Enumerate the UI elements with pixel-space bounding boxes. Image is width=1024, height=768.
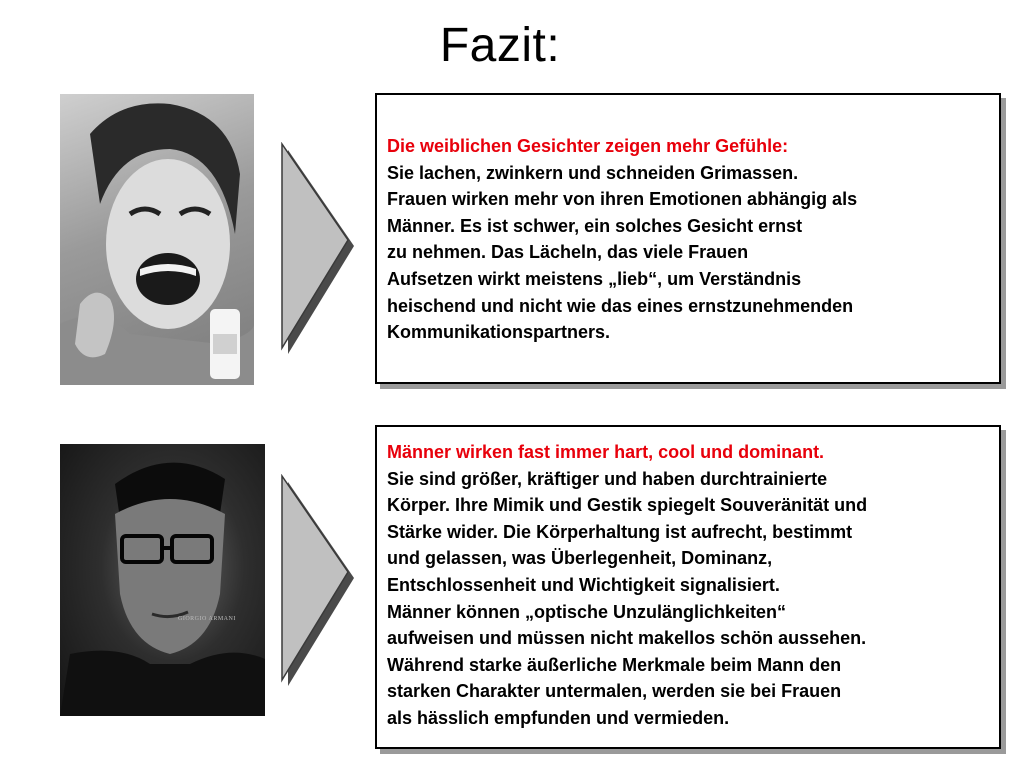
man-photo xyxy=(60,444,265,716)
men-text-line: als hässlich empfunden und vermieden. xyxy=(387,707,730,728)
women-text-line: Aufsetzen wirkt meistens „lieb“, um Verständnis xyxy=(387,268,802,289)
men-text-line: Stärke wider. Die Körperhaltung ist aufrecht, bestimmt xyxy=(387,521,853,542)
women-text-line: Frauen wirken mehr von ihren Emotionen abhängig als xyxy=(387,189,858,210)
women-text-line: zu nehmen. Das Lächeln, das viele Frauen xyxy=(387,242,749,263)
woman-photo-illustration xyxy=(60,94,254,385)
men-text-line: Männer können „optische Unzulänglichkeiten“ xyxy=(387,601,787,622)
women-text-line: Sie lachen, zwinkern und schneiden Grimassen. xyxy=(387,162,799,183)
women-text-line: Männer. Es ist schwer, ein solches Gesicht ernst xyxy=(387,215,803,236)
arrow-right-icon xyxy=(278,142,358,362)
men-text-line: Entschlossenheit und Wichtigkeit signalisiert. xyxy=(387,574,780,595)
arrow-right-icon xyxy=(278,474,358,694)
text-box-men xyxy=(375,425,1001,749)
women-text-line: heischend und nicht wie das eines ernstzunehmenden xyxy=(387,295,854,316)
men-text-line: Sie sind größer, kräftiger und haben durchtrainierte xyxy=(387,468,828,489)
men-text-line: aufweisen und müssen nicht makellos schön aussehen. xyxy=(387,628,867,649)
men-text-line: Körper. Ihre Mimik und Gestik spiegelt Souveränität und xyxy=(387,495,868,516)
text-box-women xyxy=(375,93,1001,384)
men-headline: Männer wirken fast immer hart, cool und dominant. xyxy=(387,442,825,462)
men-text-line: und gelassen, was Überlegenheit, Dominanz, xyxy=(387,548,773,569)
men-text-line: Während starke äußerliche Merkmale beim Mann den xyxy=(387,654,842,675)
man-photo-caption: GIORGIO ARMANI xyxy=(178,616,236,622)
women-text-line: Kommunikationspartners. xyxy=(387,322,611,343)
man-photo-illustration xyxy=(60,444,265,716)
slide-title: Fazit: xyxy=(439,19,561,72)
men-text-line: starken Charakter untermalen, werden sie bei Frauen xyxy=(387,681,842,702)
woman-photo xyxy=(60,94,254,385)
women-headline: Die weiblichen Gesichter zeigen mehr Gefühle: xyxy=(387,136,789,156)
